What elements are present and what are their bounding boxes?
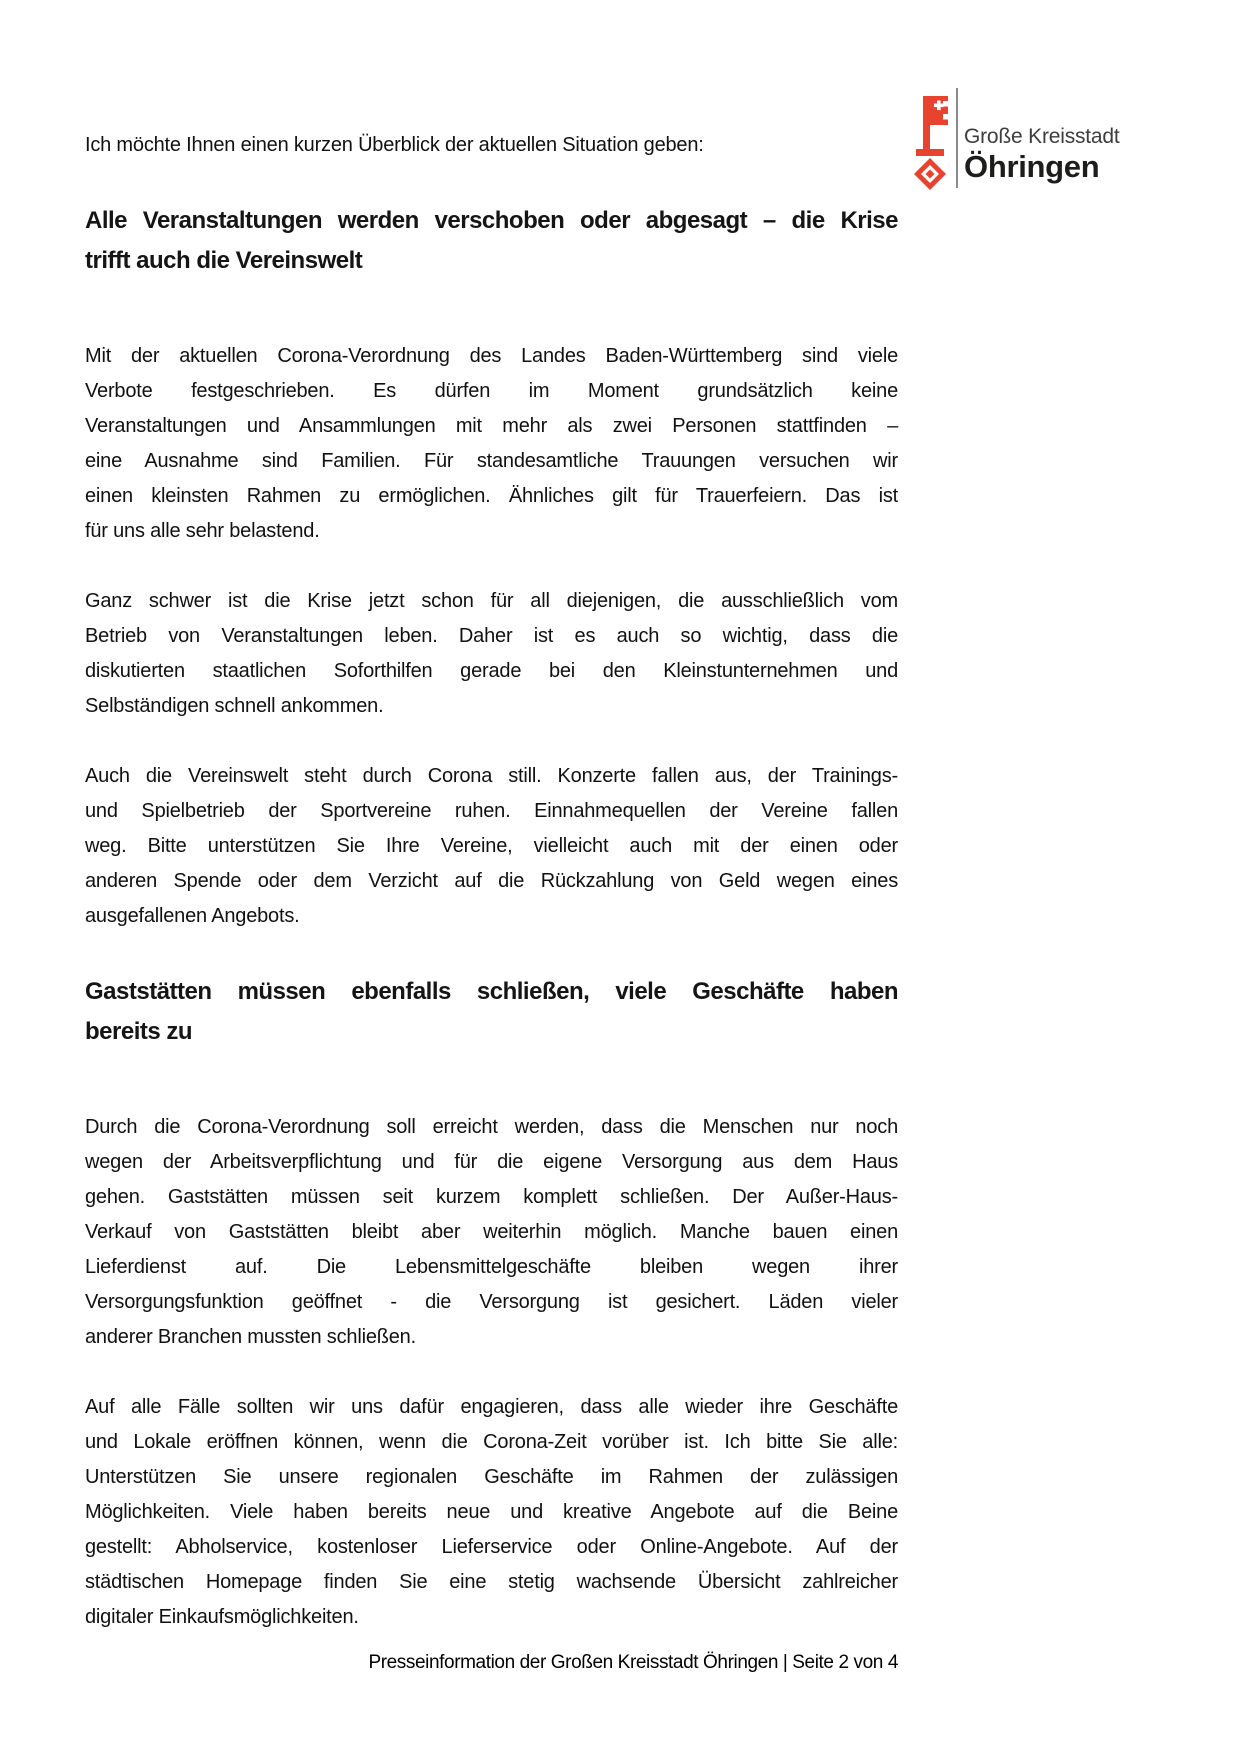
text-line: diskutierten staatlichen Soforthilfen gerade bei den Kleinstunternehmen und <box>85 660 898 682</box>
text-line: digitaler Einkaufsmöglichkeiten. <box>85 1606 359 1628</box>
document-content <box>85 128 898 1635</box>
city-logo <box>908 86 1148 196</box>
text-line: trifft auch die Vereinswelt <box>85 247 363 274</box>
text-line: Verbote festgeschrieben. Es dürfen im Moment grundsätzlich keine <box>85 380 898 402</box>
logo-separator-line <box>956 88 958 188</box>
body-paragraph <box>85 1390 898 1635</box>
text-line: Unterstützen Sie unsere regionalen Geschäfte im Rahmen der zulässigen <box>85 1466 898 1488</box>
text-line: Auf alle Fälle sollten wir uns dafür engagieren, dass alle wieder ihre Geschäfte <box>85 1396 898 1418</box>
body-paragraph <box>85 584 898 724</box>
logo-text <box>964 124 1120 184</box>
document-blocks <box>85 201 898 1635</box>
text-line: eine Ausnahme sind Familien. Für standesamtliche Trauungen versuchen wir <box>85 450 898 472</box>
text-line: Ganz schwer ist die Krise jetzt schon für all diejenigen, die ausschließlich vom <box>85 590 898 612</box>
text-line: Möglichkeiten. Viele haben bereits neue und kreative Angebote auf die Beine <box>85 1501 898 1523</box>
text-line: gehen. Gaststätten müssen seit kurzem komplett schließen. Der Außer-Haus- <box>85 1186 898 1208</box>
text-line: städtischen Homepage finden Sie eine stetig wachsende Übersicht zahlreicher <box>85 1571 898 1593</box>
city-key-icon <box>908 86 952 190</box>
text-line: und Spielbetrieb der Sportvereine ruhen. Einnahmequellen der Vereine fallen <box>85 800 898 822</box>
text-line: Betrieb von Veranstaltungen leben. Daher ist es auch so wichtig, dass die <box>85 625 898 647</box>
body-paragraph <box>85 759 898 934</box>
section-heading <box>85 972 898 1052</box>
text-line: Selbständigen schnell ankommen. <box>85 695 384 717</box>
page-footer: Presseinformation der Großen Kreisstadt Öhringen | Seite 2 von 4 <box>368 1652 898 1673</box>
logo-city-type: Große Kreisstadt <box>964 125 1120 148</box>
text-line: Alle Veranstaltungen werden verschoben oder abgesagt – die Krise <box>85 207 898 234</box>
text-line: anderen Spende oder dem Verzicht auf die Rückzahlung von Geld wegen eines <box>85 870 898 892</box>
text-line: für uns alle sehr belastend. <box>85 520 320 542</box>
body-paragraph <box>85 339 898 549</box>
text-line: weg. Bitte unterstützen Sie Ihre Vereine, vielleicht auch mit der einen oder <box>85 835 898 857</box>
text-line: Versorgungsfunktion geöffnet - die Versorgung ist gesichert. Läden vieler <box>85 1291 898 1313</box>
text-line: Auch die Vereinswelt steht durch Corona still. Konzerte fallen aus, der Trainings- <box>85 765 898 787</box>
text-line: wegen der Arbeitsverpflichtung und für die eigene Versorgung aus dem Haus <box>85 1151 898 1173</box>
text-line: anderer Branchen mussten schließen. <box>85 1326 416 1348</box>
body-paragraph <box>85 1110 898 1355</box>
text-line: Veranstaltungen und Ansammlungen mit mehr als zwei Personen stattfinden – <box>85 415 898 437</box>
text-line: Verkauf von Gaststätten bleibt aber weiterhin möglich. Manche bauen einen <box>85 1221 898 1243</box>
text-line: Lieferdienst auf. Die Lebensmittelgeschäfte bleiben wegen ihrer <box>85 1256 898 1278</box>
intro-line: Ich möchte Ihnen einen kurzen Überblick der aktuellen Situation geben: <box>85 134 704 156</box>
text-line: Mit der aktuellen Corona-Verordnung des Landes Baden-Württemberg sind viele <box>85 345 898 367</box>
section-heading <box>85 201 898 281</box>
text-line: einen kleinsten Rahmen zu ermöglichen. Ähnliches gilt für Trauerfeiern. Das ist <box>85 485 898 507</box>
logo-city-name: Öhringen <box>964 149 1100 184</box>
text-line: gestellt: Abholservice, kostenloser Lieferservice oder Online-Angebote. Auf der <box>85 1536 898 1558</box>
text-line: und Lokale eröffnen können, wenn die Corona-Zeit vorüber ist. Ich bitte Sie alle: <box>85 1431 898 1453</box>
text-line: Durch die Corona-Verordnung soll erreicht werden, dass die Menschen nur noch <box>85 1116 898 1138</box>
text-line: Gaststätten müssen ebenfalls schließen, viele Geschäfte haben <box>85 978 898 1005</box>
text-line: ausgefallenen Angebots. <box>85 905 300 927</box>
text-line: bereits zu <box>85 1018 193 1045</box>
